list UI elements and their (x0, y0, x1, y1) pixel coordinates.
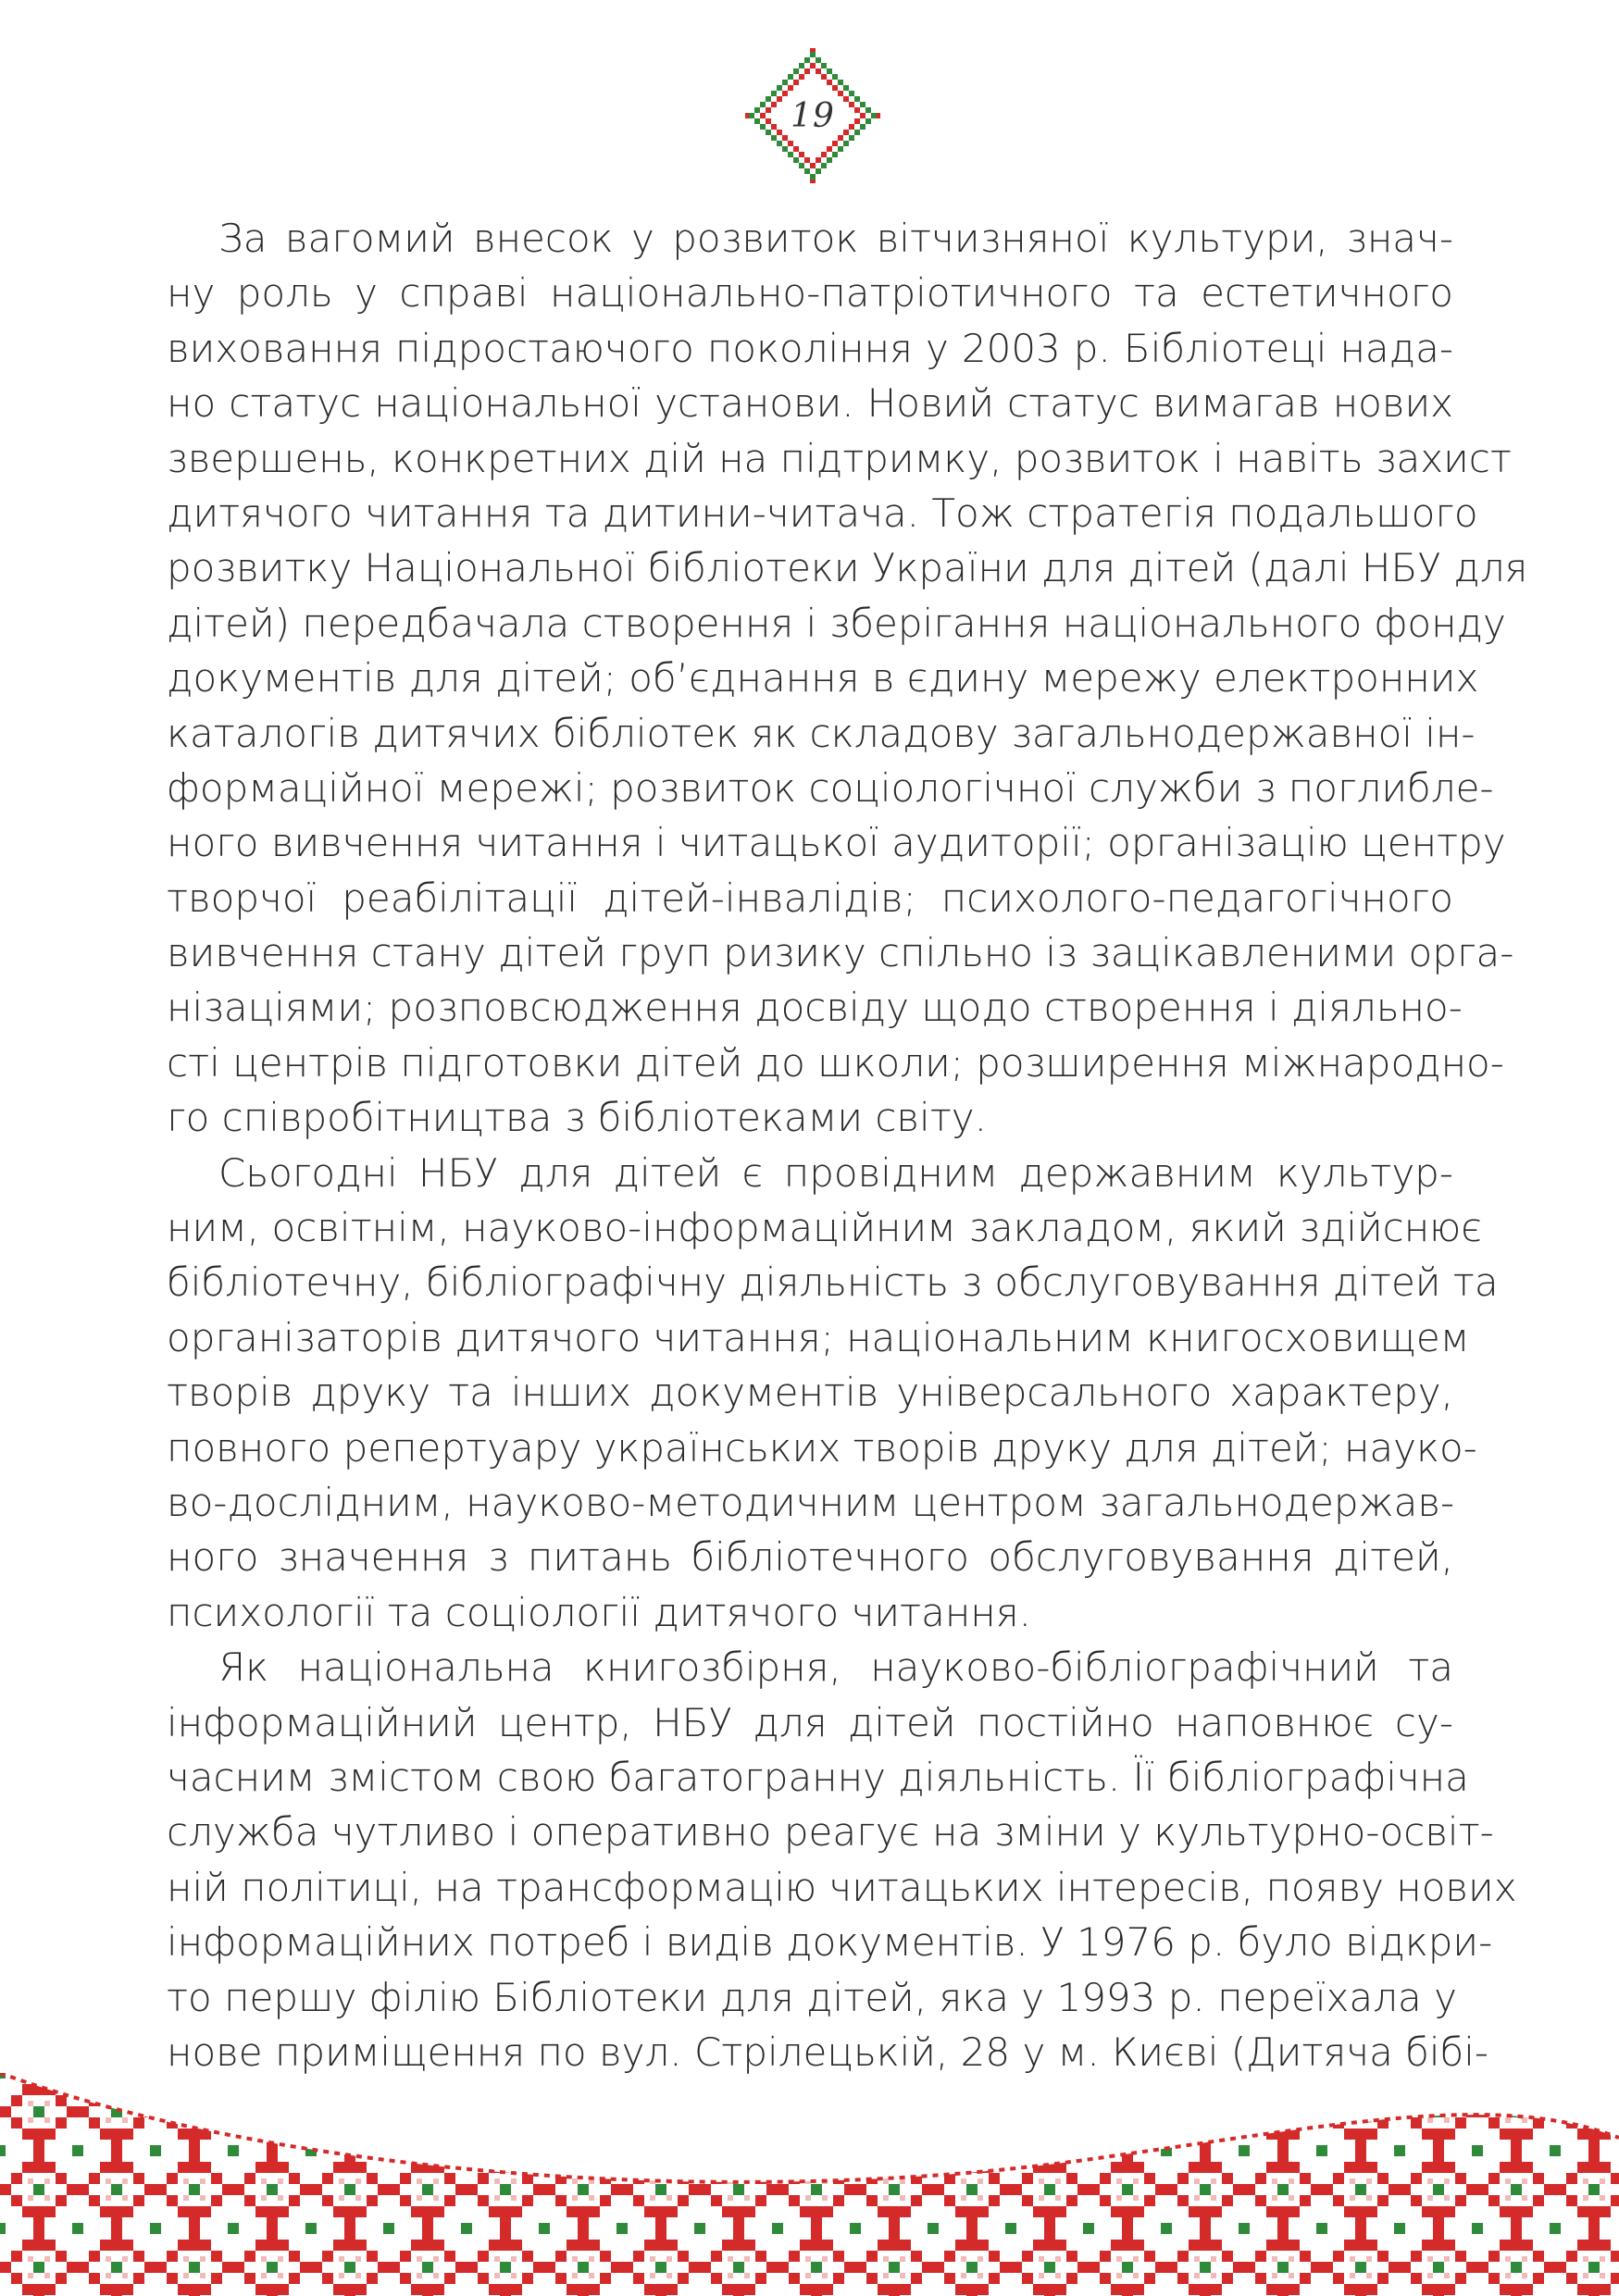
embroidery-ornament-border (0, 2073, 1619, 2296)
text-line: організаторів дитячого читання; національним книгосховищем (167, 1314, 1470, 1360)
text-line: нове приміщення по вул. Стрілецькій, 28 у м. Києві (Дитяча бібі- (167, 2029, 1489, 2075)
text-line: інформаційний центр, НБУ для дітей постійно наповнює су- (167, 1699, 1453, 1745)
text-line: часним змістом свою багатогранну діяльність. Її бібліографічна (167, 1754, 1469, 1800)
text-line: Сьогодні НБУ для дітей є провідним державним культур- (218, 1149, 1453, 1196)
text-line: служба чутливо і оперативно реагує на зміни у культурно-освіт- (167, 1809, 1494, 1855)
text-line: ним, освітнім, науково-інформаційним закладом, який здійснює (167, 1205, 1483, 1251)
text-line: бібліотечну, бібліографічну діяльність з обслуговування дітей та (167, 1260, 1499, 1306)
text-line: вивчення стану дітей груп ризику спільно із зацікавленими орга- (167, 930, 1514, 976)
paragraph-2 (167, 1146, 1499, 1641)
text-line: За вагомий внесок у розвиток вітчизняної культури, знач- (218, 216, 1453, 261)
text-line: ного вивчення читання і читацької аудиторії; організацію центру (167, 820, 1506, 866)
text-line: формаційної мережі; розвиток соціологічної служби з поглибле- (167, 764, 1494, 811)
text-line: звершень, конкретних дій на підтримку, розвиток і навіть захист (167, 435, 1512, 481)
text-line: ній політиці, на трансформацію читацьких інтересів, появу нових (167, 1864, 1517, 1910)
text-line: ного значення з питань бібліотечного обслуговування дітей, (167, 1534, 1453, 1581)
text-line: во-дослідним, науково-методичним центром загальнодержав- (167, 1479, 1455, 1525)
text-line: нізаціями; розповсюдження досвіду щодо створення і діяльно- (167, 985, 1463, 1031)
text-line: виховання підростаючого покоління у 2003 р. Бібліотеці нада- (167, 325, 1453, 371)
text-line: то першу філію Бібліотеки для дітей, яка у 1993 р. переїхала у (167, 1974, 1457, 2020)
text-line: сті центрів підготовки дітей до школи; розширення міжнародно- (167, 1039, 1504, 1086)
text-line: творчої реабілітації дітей-інвалідів; психолого-педагогічного (167, 875, 1453, 921)
paragraph-1 (167, 211, 1528, 1146)
text-line: но статус національної установи. Новий статус вимагав нових (167, 380, 1453, 427)
text-line: го співробітництва з бібліотеками світу. (167, 1095, 987, 1141)
text-line: психології та соціології дитячого читання. (167, 1589, 1031, 1635)
body-text (167, 211, 1528, 2079)
text-line: каталогів дитячих бібліотек як складову загальнодержавної ін- (167, 710, 1476, 756)
text-line: творів друку та інших документів універсального характеру, (167, 1370, 1453, 1416)
page-number-badge (745, 48, 880, 183)
page-number: 19 (791, 96, 835, 135)
paragraph-3 (167, 1640, 1517, 2079)
text-line: повного репертуару українських творів друку для дітей; науко- (167, 1424, 1477, 1471)
text-line: дітей) передбачала створення і зберігання національного фонду (167, 600, 1506, 646)
text-line: дитячого читання та дитини-читача. Тож стратегія подальшого (167, 490, 1478, 536)
text-line: розвитку Національної бібліотеки України для дітей (далі НБУ для (167, 545, 1528, 591)
text-line: інформаційних потреб і видів документів. У 1976 р. було відкри- (167, 1919, 1493, 1966)
text-line: ну роль у справі національно-патріотичного та естетичного (167, 270, 1453, 316)
text-line: документів для дітей; об’єднання в єдину мережу електронних (167, 655, 1479, 701)
text-line: Як національна книгозбірня, науково-бібліографічний та (218, 1644, 1453, 1691)
